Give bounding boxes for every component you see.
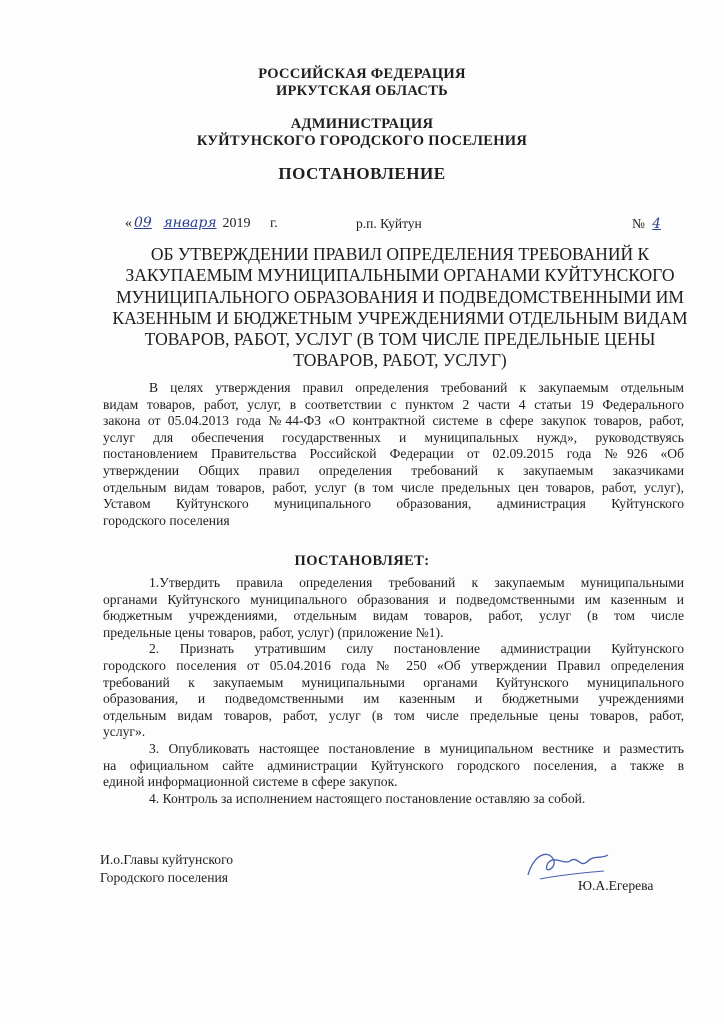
signatory-position-line1: И.о.Главы куйтунского	[100, 852, 234, 867]
item-line: образования, и подведомственными им казенным и бюджетными учреждениями	[103, 691, 684, 707]
date-year: 2019	[222, 216, 251, 231]
preamble-line: городского поселения	[103, 512, 230, 528]
settlement-heading: КУЙТУНСКОГО ГОРОДСКОГО ПОСЕЛЕНИЯ	[196, 133, 528, 149]
admin-heading: АДМИНИСТРАЦИЯ	[290, 116, 434, 132]
signatory-name: Ю.А.Егерева	[578, 878, 654, 893]
item-line: 1.Утвердить правила определения требований к закупаемым муниципальными	[149, 575, 684, 590]
item-line: 3. Опубликовать настоящее постановление в муниципальном вестнике и разместить	[149, 740, 684, 756]
preamble-line: постановлением Правительства Российской Федерации от 02.09.2015 года №926 «Об	[103, 446, 684, 462]
item-line: на официальном сайте администрации Куйтунского городского поселения, а также в	[103, 757, 684, 773]
preamble-line: закона от 05.04.2013 года №44-ФЗ «О контрактной системе в сфере закупок товаров, работ,	[103, 413, 684, 429]
title-line: КАЗЕННЫМ И БЮДЖЕТНЫМ УЧРЕЖДЕНИЯМИ ОТДЕЛЬНЫМ ВИДАМ	[112, 307, 688, 328]
resolution-item-2	[103, 641, 684, 741]
title-line: ТОВАРОВ, РАБОТ, УСЛУГ (В ТОМ ЧИСЛЕ ПРЕДЕЛЬНЫЕ ЦЕНЫ	[144, 329, 656, 350]
item-line: требований к закупаемым муниципальными органами Куйтунского муниципального	[103, 674, 684, 690]
title-line: МУНИЦИПАЛЬНОГО ОБРАЗОВАНИЯ И ПОДВЕДОМСТВЕННЫМИ ИМ	[116, 286, 684, 307]
date-suffix: г.	[270, 216, 278, 231]
date-day: 09	[134, 215, 152, 231]
document-title	[100, 244, 700, 372]
resolution-items	[103, 575, 684, 807]
document-place: р.п. Куйтун	[356, 216, 422, 231]
title-line: ТОВАРОВ, РАБОТ, УСЛУГ)	[293, 350, 507, 371]
number-value: 4	[652, 216, 661, 232]
item-line: 2. Признать утратившим силу постановление администрации Куйтунского	[149, 641, 684, 657]
item-line: услуг».	[103, 724, 146, 740]
item-line: единой информационной системе в сфере закупок.	[103, 774, 398, 790]
resolution-item-4	[103, 791, 684, 808]
preamble-paragraph	[103, 380, 684, 529]
item-line: городского поселения от 05.04.2016 года № 250 «Об утверждении Правил определения	[103, 657, 684, 673]
number-label: №	[632, 216, 645, 231]
country-heading: РОССИЙСКАЯ ФЕДЕРАЦИЯ	[258, 66, 466, 82]
date-quote: «	[125, 216, 132, 231]
document-date	[125, 215, 278, 232]
item-line: предельные цены товаров, работ, услуг) (приложение №1).	[103, 624, 444, 640]
date-month: января	[163, 215, 217, 231]
signatory-position-line2: Городского поселения	[100, 870, 229, 885]
item-line: бюджетным учреждениями, отдельным видам товаров, работ, услуг (в том числе	[103, 608, 684, 624]
item-line: отдельным видам товаров, работ, услуг (в том числе предельные цены товаров, работ,	[103, 707, 684, 723]
doc-type-heading: ПОСТАНОВЛЕНИЕ	[278, 164, 446, 183]
title-line: ЗАКУПАЕМЫМ МУНИЦИПАЛЬНЫМИ ОРГАНАМИ КУЙТУНСКОГО	[125, 265, 675, 286]
resolution-item-1	[103, 575, 684, 641]
preamble-line: видам товаров, работ, услуг, в соответствии с пунктом 2 части 4 статьи 19 Федерального	[103, 396, 684, 412]
item-line: органами Куйтунского муниципального образования и подведомственными им казенным и	[103, 591, 684, 607]
resolution-item-3	[103, 741, 684, 791]
preamble-line: В целях утверждения правил определения требований к закупаемым отдельным	[149, 380, 684, 395]
item-line: 4. Контроль за исполнением настоящего постановление оставляю за собой.	[149, 790, 586, 806]
preamble-line: отдельным видам товаров, работ, услуг (в том числе предельных цен товаров, работ, услуг),	[103, 479, 684, 495]
preamble-line: утверждении Общих правил определения требований к закупаемым заказчиками	[103, 462, 684, 478]
preamble-line: Уставом Куйтунского муниципального образования, администрация Куйтунского	[103, 496, 684, 512]
preamble-line: услуг для обеспечения государственных и муниципальных нужд», руководствуясь	[103, 429, 684, 445]
title-line: ОБ УТВЕРЖДЕНИИ ПРАВИЛ ОПРЕДЕЛЕНИЯ ТРЕБОВАНИЙ К	[150, 244, 650, 264]
region-heading: ИРКУТСКАЯ ОБЛАСТЬ	[275, 83, 449, 99]
document-number	[632, 216, 665, 232]
resolves-heading: ПОСТАНОВЛЯЕТ:	[294, 553, 430, 569]
